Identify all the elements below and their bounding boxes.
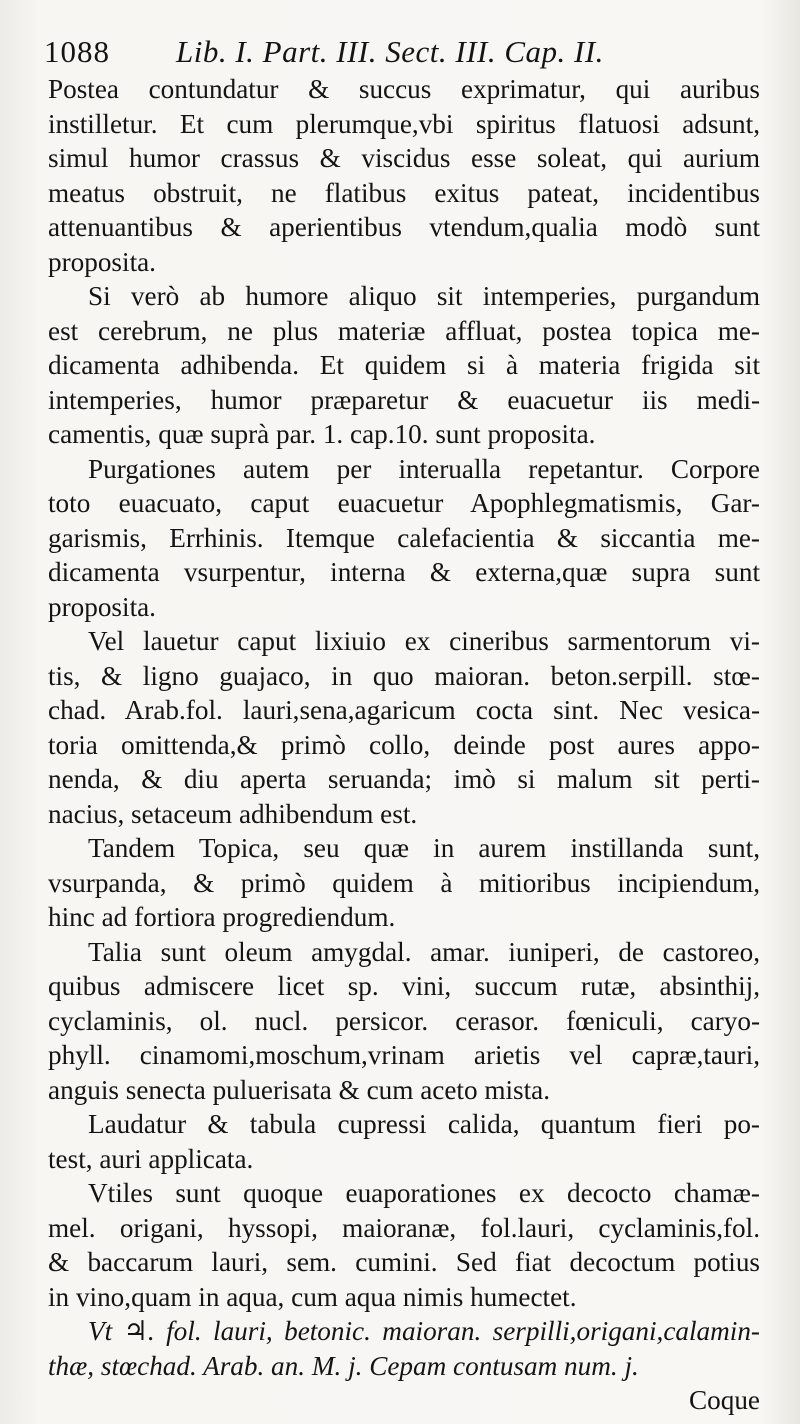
text-line: Coque	[689, 1385, 760, 1415]
text-line: camentis, quæ suprà par. 1. cap.10. sunt proposita.	[48, 419, 596, 449]
text-line: phyll. cinamomi,moschum,vrinam arietis vel capræ,tauri,	[48, 1040, 760, 1070]
text-line: tis, & ligno guajaco, in quo maioran. beton.serpill. stœ-	[48, 660, 760, 691]
text-line: Laudatur & tabula cupressi calida, quantum fieri po-	[88, 1109, 760, 1139]
body-text	[48, 72, 760, 1418]
text-line: Si verò ab humore aliquo sit intemperies, purgandum	[88, 281, 760, 311]
text-line: Postea contundatur & succus exprimatur, qui auribus	[48, 74, 760, 104]
text-line: Tandem Topica, seu quæ in aurem instillanda sunt,	[88, 833, 760, 863]
text-line: Purgationes autem per interualla repetantur. Corpore	[88, 453, 760, 484]
text-line: chad. Arab.fol. lauri,sena,agaricum cocta sint. Nec vesica-	[48, 695, 760, 725]
text-line: & baccarum lauri, sem. cumini. Sed fiat decoctum potius	[48, 1247, 760, 1277]
text-line: nacius, setaceum adhibendum est.	[48, 798, 418, 829]
text-line: Talia sunt oleum amygdal. amar. iuniperi, de castoreo,	[88, 936, 760, 967]
text-line: anguis senecta puluerisata & cum aceto mista.	[48, 1074, 551, 1105]
text-line: est cerebrum, ne plus materiæ affluat, postea topica me-	[48, 315, 760, 346]
text-line: thæ, stœchad. Arab. an. M. j. Cepam contusam num. j.	[48, 1350, 639, 1381]
text-line: toria omittenda,& primò collo, deinde post aures appo-	[48, 729, 760, 760]
text-line: vsurpanda, & primò quidem à mitioribus incipiendum,	[48, 867, 760, 898]
text-line: dicamenta vsurpentur, interna & externa,quæ supra sunt	[48, 557, 760, 587]
text-line: hinc ad fortiora progrediendum.	[48, 902, 396, 932]
text-line: Vt ♃. fol. lauri, betonic. maioran. serpilli,origani,calamin-	[88, 1316, 760, 1346]
text-line: quibus admiscere licet sp. vini, succum rutæ, absinthij,	[48, 971, 760, 1001]
text-line: garismis, Errhinis. Itemque calefacientia & siccantia me-	[48, 522, 760, 553]
text-line: Vtiles sunt quoque euaporationes ex decocto chamæ-	[88, 1178, 760, 1208]
text-line: nenda, & diu aperta seruanda; imò si malum sit perti-	[48, 764, 760, 794]
text-line: toto euacuato, caput euacuetur Apophlegmatismis, Gar-	[48, 488, 760, 518]
text-line: mel. origani, hyssopi, maioranæ, fol.lauri, cyclaminis,fol.	[48, 1212, 760, 1243]
text-line: attenuantibus & aperientibus vtendum,qualia modò sunt	[48, 212, 760, 242]
text-line: meatus obstruit, ne flatibus exitus pateat, incidentibus	[48, 177, 760, 208]
text-line: in vino,quam in aqua, cum aqua nimis humectet.	[48, 1281, 577, 1312]
text-line: dicamenta adhibenda. Et quidem si à materia frigida sit	[48, 350, 760, 380]
text-line: simul humor crassus & viscidus esse soleat, qui aurium	[48, 143, 760, 173]
text-line: proposita.	[48, 591, 156, 622]
page-number: 1088	[44, 34, 110, 69]
text-line: test, auri applicata.	[48, 1143, 254, 1174]
text-line: cyclaminis, ol. nucl. persicor. cerasor. fœniculi, caryo-	[48, 1005, 760, 1036]
running-title: Lib. I. Part. III. Sect. III. Cap. II.	[176, 34, 604, 69]
page-header	[44, 28, 760, 76]
text-line: proposita.	[48, 246, 156, 277]
text-line: intemperies, humor præparetur & euacuetur iis medi-	[48, 384, 760, 415]
text-line: instilletur. Et cum plerumque,vbi spiritus flatuosi adsunt,	[48, 108, 760, 139]
text-line: Vel lauetur caput lixiuio ex cineribus sarmentorum vi-	[88, 626, 760, 656]
